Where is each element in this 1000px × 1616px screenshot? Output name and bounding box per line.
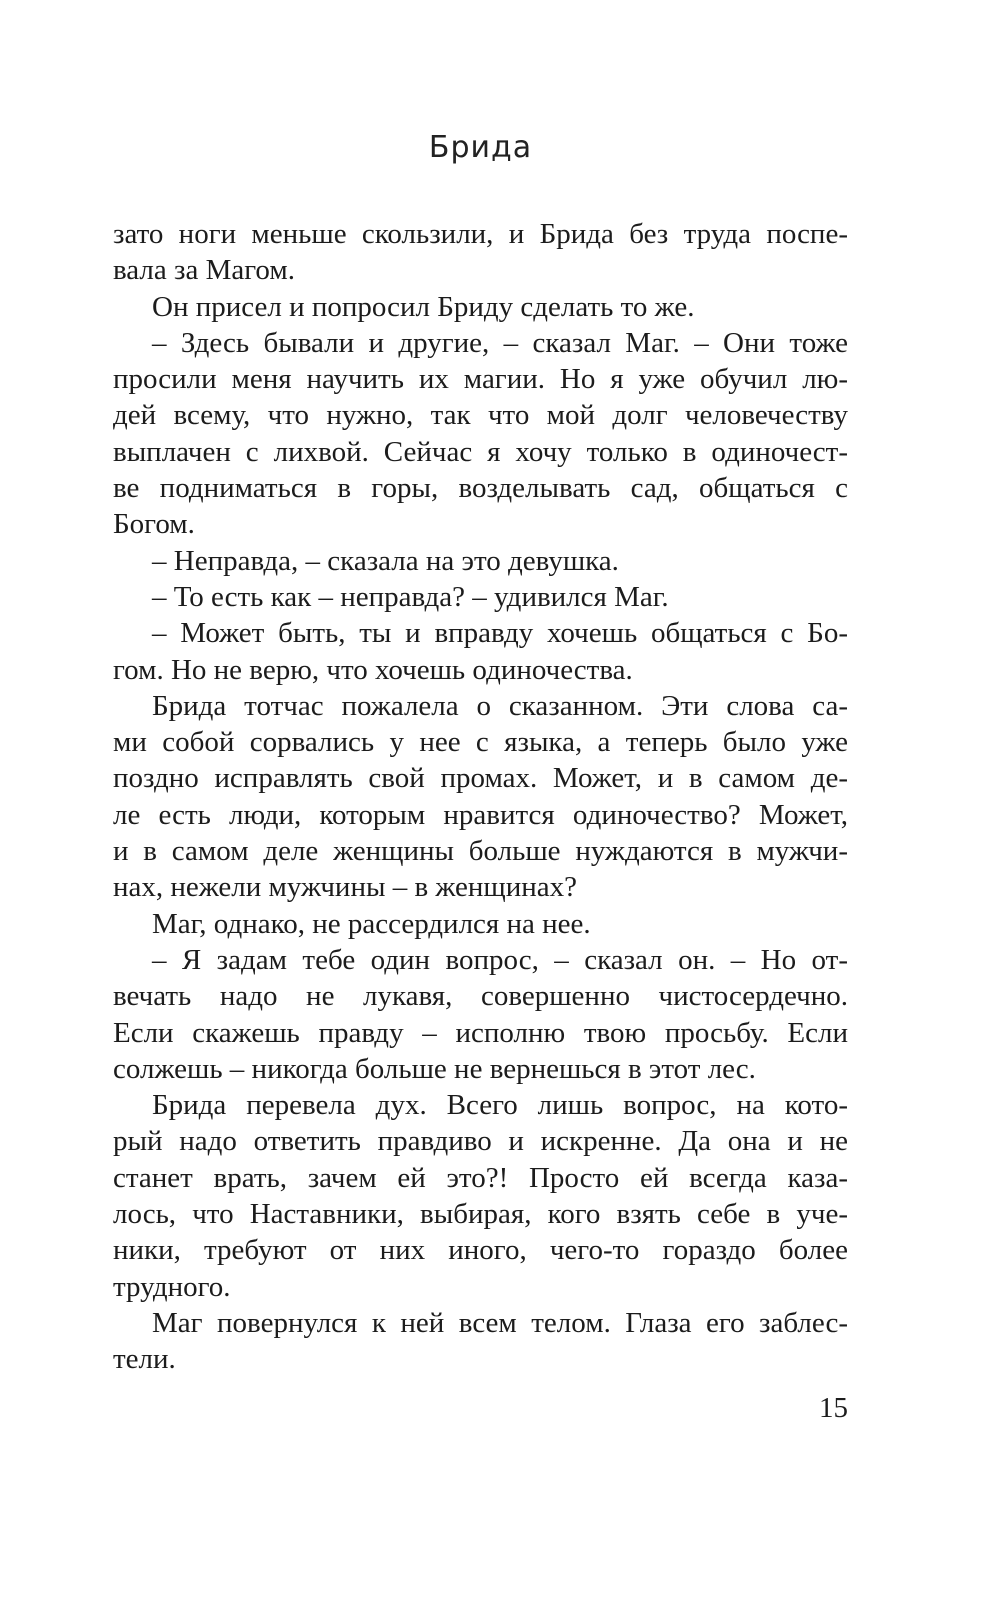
paragraph	[113, 289, 848, 325]
text-line: зато ноги меньше скользили, и Брида без труда поспе-	[113, 218, 848, 250]
text-line: ники, требуют от них иного, чего-то гораздо более	[113, 1234, 848, 1267]
text-line: гом. Но не верю, что хочешь одиночества.	[113, 653, 633, 686]
text-line: Маг, однако, не рассердился на нее.	[152, 907, 591, 940]
paragraph	[113, 1305, 848, 1378]
text-line: дей всему, что нужно, так что мой долг человечеству	[113, 399, 848, 432]
paragraph	[113, 942, 848, 1087]
text-line: ле есть люди, которым нравится одиночество? Может,	[113, 798, 848, 831]
paragraph	[113, 216, 848, 289]
text-line: Он присел и попросил Бриду сделать то же.	[152, 290, 695, 323]
text-line: Брида тотчас пожалела о сказанном. Эти слова са-	[152, 689, 848, 722]
text-line: станет врать, зачем ей это?! Просто ей всегда каза-	[113, 1161, 848, 1194]
page-number: 15	[819, 1392, 848, 1424]
text-line: лось, что Наставники, выбирая, кого взять себе в уче-	[113, 1198, 848, 1231]
text-line: тели.	[113, 1343, 176, 1376]
paragraph	[113, 325, 848, 543]
text-line: – Неправда, – сказала на это девушка.	[152, 544, 619, 577]
text-line: выплачен с лихвой. Сейчас я хочу только в одиночест-	[113, 435, 848, 468]
text-line: Брида перевела дух. Всего лишь вопрос, на кото-	[152, 1089, 848, 1122]
text-line: – Я задам тебе один вопрос, – сказал он. – Но от-	[152, 943, 848, 976]
paragraph	[113, 579, 848, 615]
text-line: трудного.	[113, 1270, 231, 1303]
text-line: ве подниматься в горы, возделывать сад, общаться с	[113, 472, 848, 505]
text-line: – То есть как – неправда? – удивился Маг.	[152, 580, 669, 613]
paragraph	[113, 1087, 848, 1305]
text-line: вала за Магом.	[113, 254, 295, 287]
text-line: – Здесь бывали и другие, – сказал Маг. – Они тоже	[152, 326, 848, 359]
paragraph	[113, 543, 848, 579]
text-line: и в самом деле женщины больше нуждаются в мужчи-	[113, 835, 848, 868]
paragraph	[113, 615, 848, 688]
running-title: Брида	[428, 130, 533, 165]
text-line: вечать надо не лукавя, совершенно чистосердечно.	[113, 980, 848, 1013]
text-line: нах, нежели мужчины – в женщинах?	[113, 871, 578, 904]
text-line: солжешь – никогда больше не вернешься в этот лес.	[113, 1052, 756, 1085]
text-line: – Может быть, ты и вправду хочешь общаться с Бо-	[152, 617, 848, 650]
text-line: ми собой сорвались у нее с языка, а теперь было уже	[113, 726, 848, 759]
page-body	[113, 216, 848, 1378]
text-line: Богом.	[113, 508, 195, 541]
paragraph	[113, 688, 848, 906]
text-line: поздно исправлять свой промах. Может, и в самом де-	[113, 762, 848, 795]
text-line: просили меня научить их магии. Но я уже обучил лю-	[113, 363, 848, 396]
paragraph	[113, 906, 848, 942]
text-line: Если скажешь правду – исполню твою просьбу. Если	[113, 1016, 848, 1049]
text-line: рый надо ответить правдиво и искренне. Да она и не	[113, 1125, 848, 1158]
text-line: Маг повернулся к ней всем телом. Глаза его заблес-	[152, 1306, 848, 1339]
